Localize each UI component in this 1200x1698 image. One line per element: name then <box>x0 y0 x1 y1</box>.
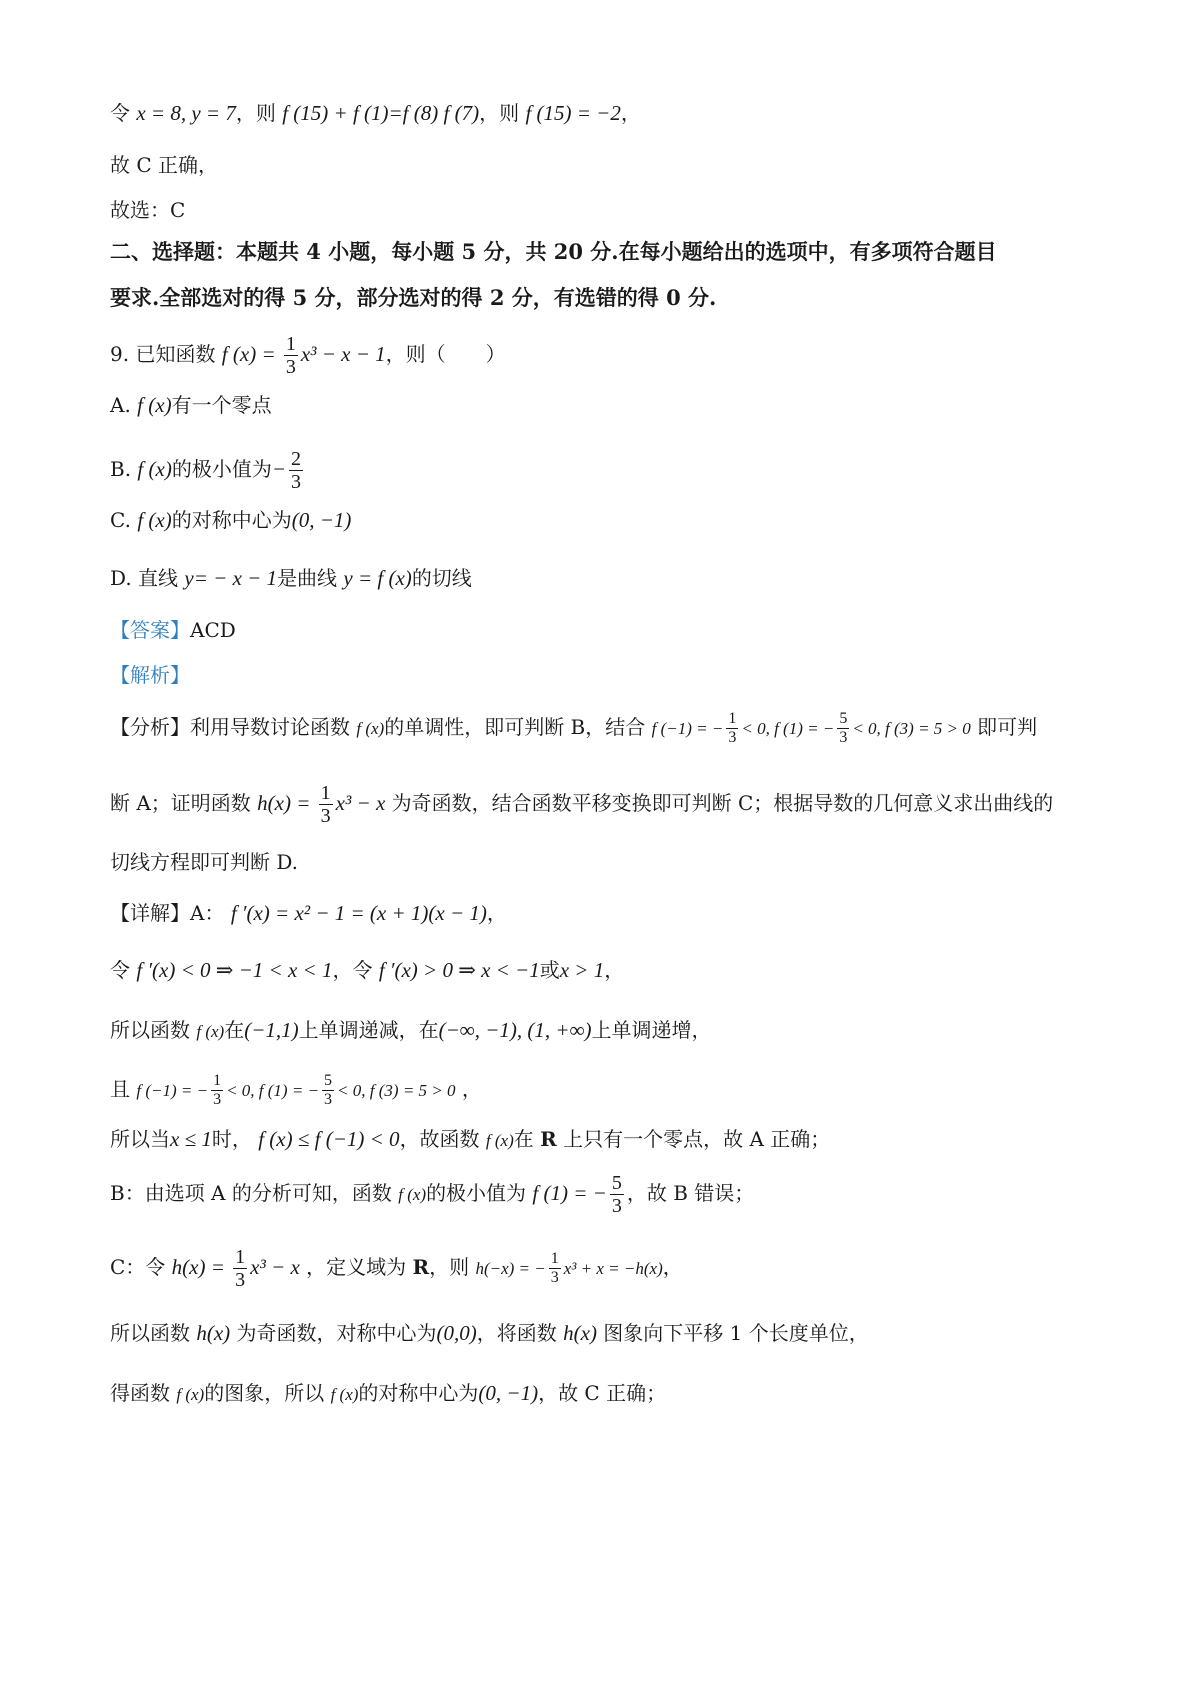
text-line <box>110 1172 1100 1217</box>
text-run: 在 <box>224 1018 245 1042</box>
text-run: ， <box>486 901 507 925</box>
math-expression: f ′(x) > 0 ⇒ x < −1 <box>378 958 540 982</box>
text-run: ，故函数 <box>399 1127 486 1151</box>
math-expression: f (x) <box>137 457 172 481</box>
math-expression: f (x) <box>137 393 172 417</box>
fraction <box>233 1246 247 1291</box>
text-run: 即可判 <box>970 715 1038 739</box>
text-line <box>110 333 1100 378</box>
text-run: B：由选项 A 的分析可知，函数 <box>110 1181 399 1205</box>
section-label: 【答案】 <box>110 618 190 642</box>
fraction <box>610 1172 624 1217</box>
text-run: ，则 <box>479 101 526 125</box>
text-line <box>110 195 1100 225</box>
fraction-denominator: 3 <box>285 356 296 378</box>
text-run: 二、选择题：本题共 4 小题，每小题 5 分，共 20 分.在每小题给出的选项中，有多项符合题目 <box>110 239 997 264</box>
text-run: 所以当 <box>110 1127 170 1151</box>
text-run: 是曲线 <box>277 566 344 590</box>
fraction <box>319 782 333 827</box>
text-run: B. <box>110 457 138 481</box>
text-line <box>110 1015 1100 1047</box>
math-expression: f (x) <box>196 1022 225 1041</box>
fraction-numerator: 1 <box>213 1072 222 1089</box>
text-run: 为奇函数，对称中心为 <box>230 1321 437 1345</box>
math-expression: f (15) + f (1)=f (8) f (7) <box>282 101 480 125</box>
text-run: 切线方程即可判断 D. <box>110 850 299 874</box>
text-run: 令 <box>110 958 137 982</box>
text-run: 所以函数 <box>110 1321 197 1345</box>
fraction-numerator: 2 <box>291 448 301 470</box>
text-line <box>110 1318 1100 1348</box>
math-expression: f (x) ≤ f (−1) < 0 <box>258 1127 400 1151</box>
fraction-numerator: 1 <box>285 333 296 355</box>
fraction-numerator: 1 <box>550 1250 559 1267</box>
text-line <box>110 710 1100 747</box>
text-run: 【详解】A： <box>110 901 231 925</box>
text-run: ，令 <box>332 958 379 982</box>
text-run: ， <box>662 1255 683 1279</box>
text-run: 或 <box>539 958 560 982</box>
fraction-denominator: 3 <box>235 1269 246 1291</box>
fraction <box>211 1072 223 1109</box>
math-expression: (0,0) <box>436 1321 477 1345</box>
fraction <box>549 1250 561 1287</box>
real-numbers-symbol: R <box>412 1255 430 1279</box>
text-run: 的极小值为 <box>426 1181 533 1205</box>
text-run: 的极小值为 <box>171 457 272 481</box>
math-expression: f (x) <box>398 1185 427 1204</box>
text-line <box>110 615 1100 645</box>
text-run: 【分析】利用导数讨论函数 <box>110 715 357 739</box>
text-run: ，则 <box>235 101 283 125</box>
math-expression: (−1,1) <box>244 1018 299 1042</box>
math-expression: x ≤ 1 <box>170 1127 212 1151</box>
math-expression: (−∞, −1), (1, +∞) <box>438 1018 592 1042</box>
text-run: C：令 <box>110 1255 172 1279</box>
text-run: 的图象，所以 <box>204 1381 331 1405</box>
math-expression: f ′(x) = x² − 1 = (x + 1)(x − 1) <box>230 901 487 925</box>
math-expression: h(−x) = − <box>475 1259 546 1278</box>
text-run: ，则（ ） <box>385 342 506 366</box>
text-line <box>110 150 1100 180</box>
text-run: 故 C 正确， <box>110 153 219 177</box>
text-run: ACD <box>190 618 236 642</box>
text-line <box>110 505 1100 535</box>
math-expression: < 0, f (1) = − <box>741 719 835 738</box>
math-expression: y= − x − 1 <box>184 566 278 590</box>
fraction <box>726 710 738 747</box>
fraction-denominator: 3 <box>324 1091 333 1108</box>
math-expression: − <box>271 457 286 481</box>
fraction <box>284 333 298 378</box>
text-line <box>110 237 1100 267</box>
text-run: 的单调性，即可判断 B，结合 <box>384 715 652 739</box>
fraction <box>837 710 849 747</box>
text-run: 的切线 <box>411 566 472 590</box>
text-run: 令 <box>110 101 137 125</box>
fraction-denominator: 3 <box>728 729 737 746</box>
math-expression: f (x) <box>356 719 385 738</box>
text-line <box>110 1072 1100 1109</box>
text-line <box>110 448 1100 493</box>
text-line <box>110 390 1100 420</box>
math-expression: f (x) <box>176 1385 205 1404</box>
math-expression: < 0, f (1) = − <box>226 1081 320 1100</box>
fraction <box>322 1072 334 1109</box>
text-line <box>110 563 1100 593</box>
math-expression: (0, −1) <box>291 508 352 532</box>
text-line <box>110 1124 1100 1156</box>
text-run: 要求.全部选对的得 5 分，部分选对的得 2 分，有选错的得 0 分. <box>110 285 717 310</box>
math-expression: x³ − x <box>250 1255 300 1279</box>
math-expression: f (−1) = − <box>136 1081 209 1100</box>
math-expression: y = f (x) <box>343 566 412 590</box>
fraction-numerator: 1 <box>728 710 737 727</box>
real-numbers-symbol: R <box>540 1127 557 1151</box>
fraction-numerator: 5 <box>839 710 848 727</box>
fraction-numerator: 5 <box>611 1172 622 1194</box>
text-run: 断 A；证明函数 <box>110 791 258 815</box>
math-expression: h(x) = <box>171 1255 231 1279</box>
text-run: ，定义域为 <box>299 1255 413 1279</box>
text-run: 9. 已知函数 <box>110 342 222 366</box>
math-expression: f (x) <box>137 508 172 532</box>
math-expression: x > 1 <box>559 958 605 982</box>
fraction-denominator: 3 <box>320 805 331 827</box>
text-run: 的对称中心为 <box>171 508 292 532</box>
math-expression: f (1) = − <box>532 1181 607 1205</box>
text-run: 图象向下平移 1 个长度单位， <box>596 1321 869 1345</box>
text-run: ， <box>620 101 641 125</box>
fraction-denominator: 3 <box>611 1195 622 1217</box>
text-run: ， <box>604 958 625 982</box>
text-run: 在 <box>513 1127 541 1151</box>
math-expression: f (−1) = − <box>651 719 724 738</box>
section-label: 【解析】 <box>110 663 190 687</box>
text-run: ，则 <box>429 1255 476 1279</box>
math-expression: f (15) = −2 <box>525 101 621 125</box>
text-line <box>110 1246 1100 1291</box>
text-run: 所以函数 <box>110 1018 197 1042</box>
text-run: 得函数 <box>110 1381 177 1405</box>
text-run: 上单调递减，在 <box>298 1018 439 1042</box>
math-expression: h(x) = <box>257 791 316 815</box>
fraction-numerator: 1 <box>320 782 331 804</box>
text-line <box>110 1378 1100 1410</box>
math-expression: x = 8, y = 7 <box>136 101 236 125</box>
math-expression: f (x) = <box>221 342 281 366</box>
text-run: D. 直线 <box>110 566 185 590</box>
text-run: 为奇函数，结合函数平移变换即可判断 C；根据导数的几何意义求出曲线的 <box>385 791 1054 815</box>
text-run: A. <box>110 393 138 417</box>
text-run: 故选：C <box>110 198 186 222</box>
text-run: ， <box>455 1077 482 1101</box>
text-line <box>110 660 1100 690</box>
math-expression: < 0, f (3) = 5 > 0 <box>337 1081 456 1100</box>
math-expression: h(x) <box>196 1321 231 1345</box>
text-line <box>110 98 1100 128</box>
text-line <box>110 898 1100 928</box>
math-expression: f (x) <box>485 1131 514 1150</box>
text-run: ，故 B 错误； <box>626 1181 755 1205</box>
math-expression: < 0, f (3) = 5 > 0 <box>852 719 971 738</box>
text-line <box>110 955 1100 985</box>
math-expression: x³ − x − 1 <box>300 342 386 366</box>
text-run: 时， <box>211 1127 259 1151</box>
math-expression: h(x) <box>563 1321 597 1345</box>
math-expression: (0, −1) <box>478 1381 539 1405</box>
fraction-numerator: 5 <box>324 1072 333 1089</box>
text-run: ，将函数 <box>476 1321 564 1345</box>
text-run: 的对称中心为 <box>358 1381 479 1405</box>
text-run: 且 <box>110 1077 137 1101</box>
fraction-denominator: 3 <box>550 1269 559 1286</box>
text-run: ，故 C 正确； <box>538 1381 667 1405</box>
text-line <box>110 847 1100 877</box>
text-line <box>110 283 1100 313</box>
math-expression: x³ − x <box>335 791 386 815</box>
text-run: C. <box>110 508 138 532</box>
fraction-numerator: 1 <box>235 1246 246 1268</box>
fraction-denominator: 3 <box>213 1091 222 1108</box>
math-expression: f ′(x) < 0 ⇒ −1 < x < 1 <box>136 958 333 982</box>
text-run: 上单调递增， <box>591 1018 712 1042</box>
math-expression: x³ + x = −h(x) <box>563 1259 663 1278</box>
text-run: 上只有一个零点，故 A 正确； <box>556 1127 831 1151</box>
fraction-denominator: 3 <box>291 471 301 493</box>
text-run: 有一个零点 <box>171 393 272 417</box>
fraction <box>289 448 303 493</box>
math-expression: f (x) <box>330 1385 359 1404</box>
text-line <box>110 782 1100 827</box>
fraction-denominator: 3 <box>839 729 848 746</box>
